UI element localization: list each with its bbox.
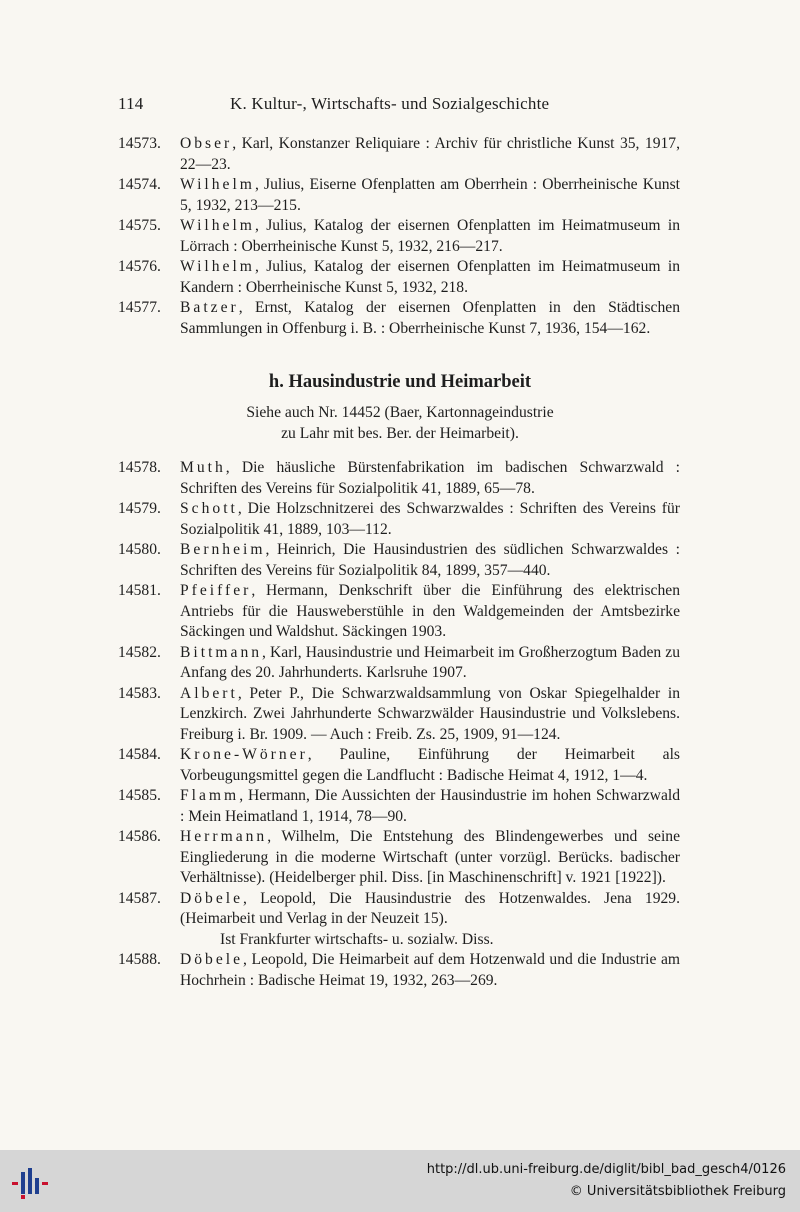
entry-body: [180, 889, 680, 930]
entry-number: 14586.: [118, 828, 161, 845]
bibliography-entry: [118, 499, 680, 540]
entry-author: Wilhelm: [180, 217, 255, 234]
entry-list-bottom: [118, 458, 680, 991]
entry-text: , Leopold, Die Hausindustrie des Hotzenwaldes. Jena 1929. (Heimarbeit und Verlag in der Neuzeit 15).: [180, 889, 680, 927]
entry-text: , Heinrich, Die Hausindustrien des südlichen Schwarzwaldes : Schriften des Vereins für Sozialpolitik 84, 1899, 357—440.: [180, 541, 680, 579]
entry-text: , Die Holzschnitzerei des Schwarzwaldes : Schriften des Vereins für Sozialpolitik 41, 1889, 103—112.: [180, 500, 680, 538]
entry-number: 14582.: [118, 643, 161, 661]
entry-body: [180, 134, 680, 175]
entry-body: [180, 786, 680, 827]
entry-text: , Karl, Konstanzer Reliquiare : Archiv für christliche Kunst 35, 1917, 22—23.: [180, 135, 680, 173]
bibliography-entry: [118, 950, 680, 991]
entry-number: 14577.: [118, 299, 161, 316]
bibliography-entry: [118, 540, 680, 581]
entry-body: [180, 458, 680, 499]
entry-number: 14584.: [118, 746, 161, 763]
entry-body: [180, 216, 680, 257]
entry-author: Obser: [180, 135, 233, 152]
entry-body: [180, 581, 680, 643]
entry-number: 14588.: [118, 951, 161, 968]
bibliography-entry: [118, 298, 680, 339]
entry-text: , Ernst, Katalog der eisernen Ofenplatten in den Städtischen Sammlungen in Offenburg i. B. : Oberrheinische Kunst 7, 1936, 154—162.: [180, 299, 680, 337]
entry-text: , Hermann, Denkschrift über die Einführung des elektrischen Antriebs für die Hausweberstühle in den Waldgemeinden der Amtsbezirke Säckingen und Waldshut. Säckingen 1903.: [180, 582, 680, 640]
entry-text: , Julius, Katalog der eisernen Ofenplatten im Heimatmuseum in Kandern : Oberrheinische Kunst 5, 1932, 218.: [180, 258, 680, 296]
entry-number: 14574.: [118, 176, 161, 193]
entry-author: Flamm: [180, 787, 240, 804]
section-heading: h. Hausindustrie und Heimarbeit: [268, 372, 532, 392]
entry-author: Bernheim: [180, 541, 266, 558]
entry-author: Döbele: [180, 951, 244, 968]
entry-number: 14573.: [118, 135, 161, 152]
footer-bar: [0, 1150, 800, 1212]
entry-number: 14581.: [118, 582, 161, 599]
entry-author: Muth: [180, 459, 226, 476]
entry-author: Herrmann: [180, 828, 268, 845]
entry-number: 14576.: [118, 258, 161, 275]
entry-author: Schott: [180, 500, 238, 517]
bibliography-entry: [118, 745, 680, 786]
bibliography-entry: [118, 257, 680, 298]
entry-author: Krone-Wörner: [180, 746, 308, 763]
entry-text: , Hermann, Die Aussichten der Hausindustrie im hohen Schwarzwald : Mein Heimatland 1, 1914, 78—90.: [180, 787, 680, 825]
entry-number: 14587.: [118, 889, 161, 907]
entry-text: , Karl, Hausindustrie und Heimarbeit im Großherzogtum Baden zu Anfang des 20. Jahrhunderts. Karlsruhe 1907.: [180, 643, 680, 681]
entry-body: [180, 684, 680, 746]
bibliography-entry: [118, 786, 680, 827]
bibliography-entry: [118, 216, 680, 257]
entry-list-top: [118, 134, 680, 339]
bibliography-entry: [118, 175, 680, 216]
entry-body: [180, 745, 680, 786]
bibliography-entry: [118, 684, 680, 746]
entry-body: [180, 298, 680, 339]
entry-body: [180, 643, 680, 684]
source-url-link[interactable]: http://dl.ub.uni-freiburg.de/diglit/bibl_bad_gesch4/0126: [426, 1162, 786, 1177]
entry-author: Albert: [180, 684, 238, 702]
entry-author: Pfeiffer: [180, 582, 252, 599]
entry-text: , Julius, Katalog der eisernen Ofenplatten im Heimatmuseum in Lörrach : Oberrheinische Kunst 5, 1932, 216—217.: [180, 217, 680, 255]
entry-text: , Pauline, Einführung der Heimarbeit als Vorbeugungsmittel gegen die Landflucht : Badische Heimat 4, 1912, 1—4.: [180, 746, 680, 784]
entry-number: 14578.: [118, 459, 161, 476]
entry-number: 14580.: [118, 541, 161, 558]
copyright-text: © Universitätsbibliothek Freiburg: [569, 1184, 786, 1199]
page-title: K. Kultur-, Wirtschafts- und Sozialgeschichte: [230, 94, 550, 113]
bibliography-entry: [118, 827, 680, 889]
entry-number: 14583.: [118, 684, 161, 702]
bibliography-entry: [118, 889, 680, 951]
see-also-line: zu Lahr mit bes. Ber. der Heimarbeit).: [281, 425, 519, 442]
ub-freiburg-logo-icon[interactable]: [10, 1164, 50, 1200]
entry-body: [180, 499, 680, 540]
entry-number: 14575.: [118, 217, 161, 234]
entry-author: Bittmann: [180, 643, 263, 661]
entry-text: , Peter P., Die Schwarzwaldsammlung von Oskar Spiegelhalder in Lenzkirch. Zwei Jahrhunderte Schwarzwälder Hausindustrie und Volkslebens. Freiburg i. Br. 1909. — Auch : Freib. Zs. 25, 1909, 91—124.: [180, 684, 680, 743]
see-also-line: Siehe auch Nr. 14452 (Baer, Kartonnageindustrie: [246, 404, 554, 421]
entry-body: [180, 540, 680, 581]
bibliography-entry: [118, 581, 680, 643]
entry-author: Wilhelm: [180, 176, 255, 193]
entry-author: Batzer: [180, 299, 239, 316]
entry-number: 14585.: [118, 787, 161, 804]
see-also-note: [0, 402, 800, 444]
bibliography-entry: [118, 134, 680, 175]
entry-body: [180, 257, 680, 298]
entry-body: [180, 950, 680, 991]
entry-body: [180, 827, 680, 889]
bibliography-entry: [118, 643, 680, 684]
page-number: 114: [118, 94, 144, 113]
entry-author: Wilhelm: [180, 258, 255, 275]
entry-text: , Leopold, Die Heimarbeit auf dem Hotzenwald und die Industrie am Hochrhein : Badische Heimat 19, 1932, 263—269.: [180, 951, 680, 989]
entry-text: , Julius, Eiserne Ofenplatten am Oberrhein : Oberrheinische Kunst 5, 1932, 213—215.: [180, 176, 680, 214]
entry-note: Ist Frankfurter wirtschafts- u. sozialw. Diss.: [220, 930, 494, 948]
bibliography-entry: [118, 458, 680, 499]
entry-text: , Wilhelm, Die Entstehung des Blindengewerbes und seine Eingliederung in die moderne Wirtschaft (unter vorzügl. Berücks. badischer Verhältnisse). (Heidelberger phil. Diss. [in Maschinenschrift] v. 1921 [1922]).: [180, 828, 680, 886]
entry-number: 14579.: [118, 500, 161, 517]
entry-body: [180, 175, 680, 216]
entry-text: , Die häusliche Bürstenfabrikation im badischen Schwarzwald : Schriften des Vereins für Sozialpolitik 41, 1889, 65—78.: [180, 459, 680, 497]
entry-author: Döbele: [180, 889, 244, 907]
